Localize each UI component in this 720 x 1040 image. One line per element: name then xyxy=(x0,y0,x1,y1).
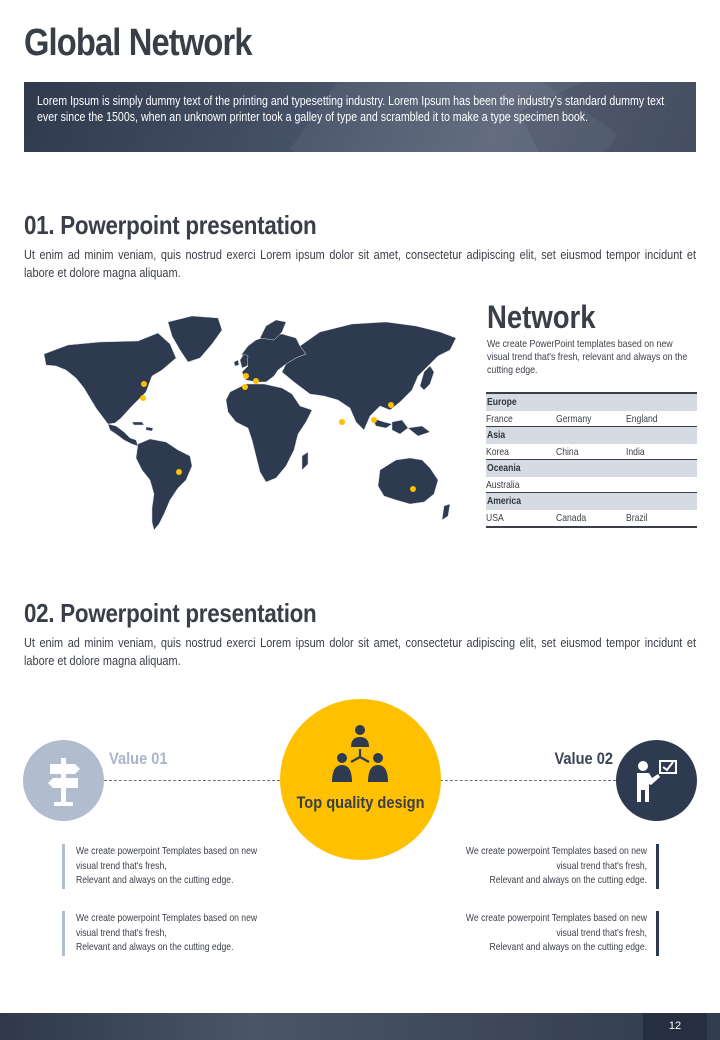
country-row: Australia xyxy=(486,477,697,493)
presenter-icon xyxy=(616,740,697,821)
value02-circle xyxy=(616,740,697,821)
connector-left xyxy=(104,780,280,781)
section2-text: Ut enim ad minim veniam, quis nostrud exerci Lorem ipsum dolor sit amet, consectetur adipiscing elit, set eiusmod tempor incidunt et labore et dolore magna aliquam. xyxy=(24,635,696,668)
network-table xyxy=(486,392,697,528)
region-europe: Europe xyxy=(486,394,697,411)
region-oceania: Oceania xyxy=(486,460,697,477)
network-title: Network xyxy=(487,299,596,335)
value01-circle xyxy=(23,740,104,821)
page-number: 12 xyxy=(643,1013,707,1040)
top-quality-circle xyxy=(280,699,441,860)
connector-right xyxy=(440,780,616,781)
section1-text: Ut enim ad minim veniam, quis nostrud exerci Lorem ipsum dolor sit amet, consectetur adipiscing elit, set eiusmod tempor incidunt et labore et dolore magna aliquam. xyxy=(24,247,696,280)
region-asia: Asia xyxy=(486,427,697,444)
value02-label: Value 02 xyxy=(554,749,613,768)
region-america: America xyxy=(486,493,697,510)
value01-label: Value 01 xyxy=(109,749,168,768)
country-row: France Germany England xyxy=(486,411,697,427)
footer-bar xyxy=(0,1013,720,1040)
section2-title: 02. Powerpoint presentation xyxy=(24,598,317,628)
country-row: Korea China India xyxy=(486,444,697,460)
country-row: USA Canada Brazil xyxy=(486,512,648,524)
center-label: Top quality design xyxy=(296,793,425,812)
banner-text: Lorem Ipsum is simply dummy text of the printing and typesetting industry. Lorem Ipsum has been the industry's standard dummy text ever since the 1500s, when an unknown printer took a galley of type and scrambled it to make a type specimen book. xyxy=(37,94,665,124)
note-left-1: We create powerpoint Templates based on new visual trend that's fresh, Relevant and always on the cutting edge. xyxy=(62,844,277,889)
note-right-1: We create powerpoint Templates based on new visual trend that's fresh, Relevant and always on the cutting edge. xyxy=(444,844,659,889)
page-title: Global Network xyxy=(24,22,252,64)
header-banner xyxy=(24,82,696,152)
network-description: We create PowerPoint templates based on new visual trend that's fresh, relevant and always on the cutting edge. xyxy=(487,338,688,376)
note-left-2: We create powerpoint Templates based on new visual trend that's fresh, Relevant and always on the cutting edge. xyxy=(62,911,277,956)
signpost-icon xyxy=(23,740,104,821)
note-right-2: We create powerpoint Templates based on new visual trend that's fresh, Relevant and always on the cutting edge. xyxy=(444,911,659,956)
team-hierarchy-icon xyxy=(280,699,441,860)
section1-title: 01. Powerpoint presentation xyxy=(24,210,317,240)
world-map xyxy=(20,310,465,540)
